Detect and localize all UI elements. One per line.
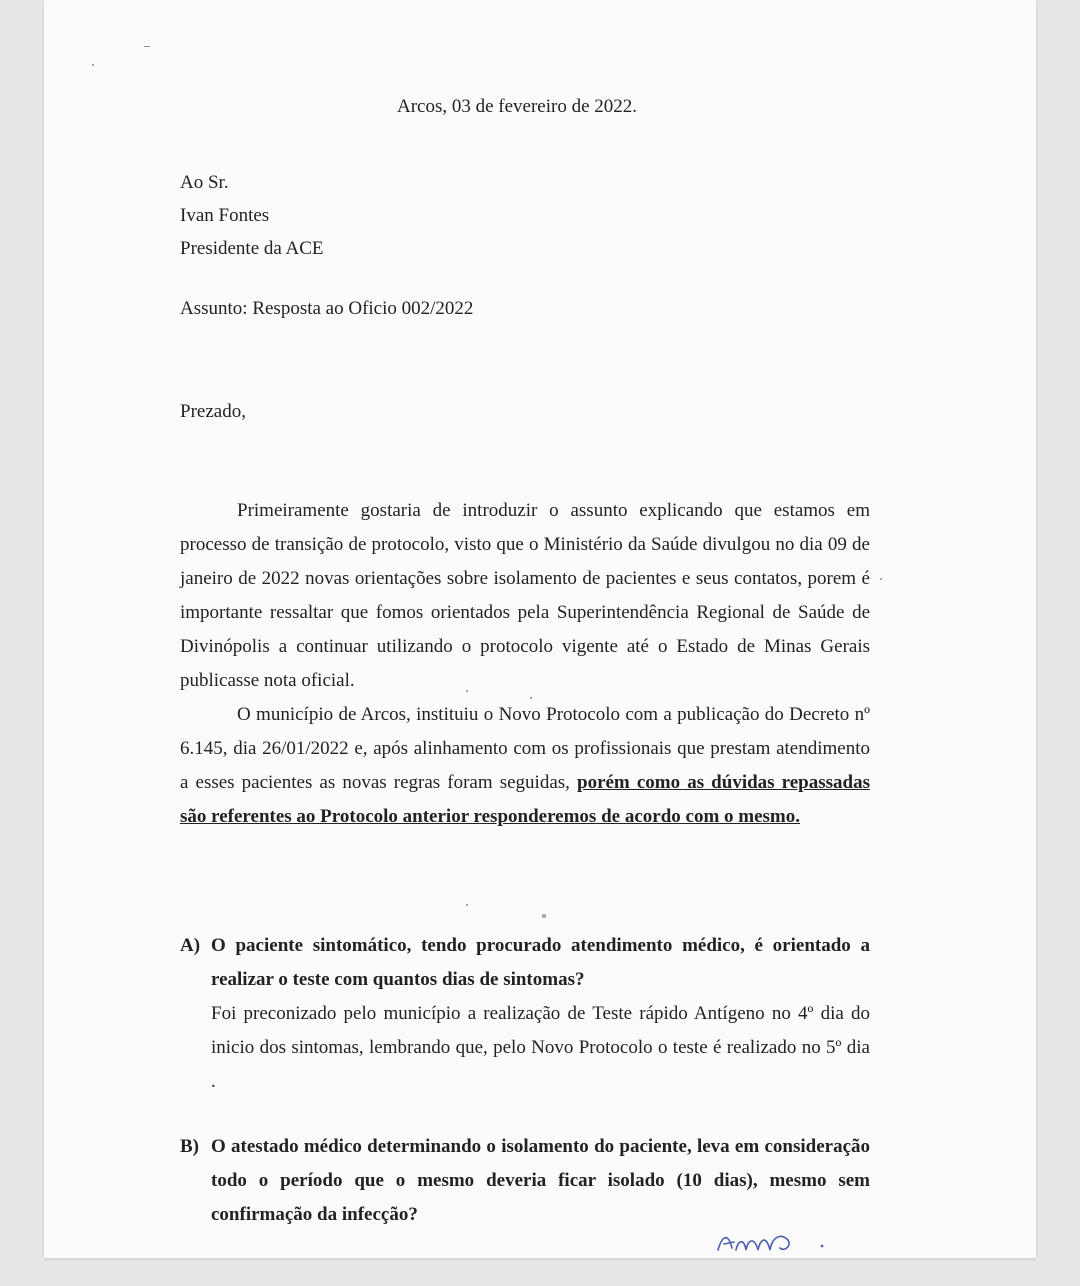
question-a-text: O paciente sintomático, tendo procurado atendimento médico, é orientado a realizar o teste com quantos dias de sintomas? xyxy=(211,935,870,990)
scan-speck xyxy=(466,904,468,906)
question-a xyxy=(180,929,870,1099)
greeting: Prezado, xyxy=(180,401,246,422)
addressee-salutation: Ao Sr. xyxy=(180,172,229,193)
question-b-letter: B) xyxy=(180,1136,199,1157)
addressee-block xyxy=(180,166,324,265)
paragraph-2-emphasis: porém como as dúvidas repassadas são referentes ao Protocolo anterior responderemos de acordo com o mesmo. xyxy=(180,772,870,827)
question-b xyxy=(180,1130,870,1232)
paragraph-2-text: O município de Arcos, instituiu o Novo Protocolo com a publicação do Decreto nº 6.145, dia 26/01/2022 e, após alinhamento com os profissionais que prestam atendimento a esses pacientes as novas regras foram seguidas, xyxy=(180,704,870,793)
scan-speck xyxy=(542,914,546,918)
date-line: Arcos, 03 de fevereiro de 2022. xyxy=(396,96,638,117)
paragraph-1: Primeiramente gostaria de introduzir o assunto explicando que estamos em processo de transição de protocolo, visto que o Ministério da Saúde divulgou no dia 09 de janeiro de 2022 novas orientações sobre isolamento de pacientes e seus contatos, porem é importante ressaltar que fomos orientados pela Superintendência Regional de Saúde de Divinópolis a continuar utilizando o protocolo vigente até o Estado de Minas Gerais publicasse nota oficial. xyxy=(180,500,870,691)
letter-body xyxy=(180,494,870,834)
question-a-letter: A) xyxy=(180,935,201,956)
question-b-text: O atestado médico determinando o isolamento do paciente, leva em consideração todo o período que o mesmo deveria ficar isolado (10 dias), mesmo sem confirmação da infecção? xyxy=(211,1136,870,1225)
signature-initials xyxy=(714,1222,834,1258)
subject-line: Assunto: Resposta ao Oficio 002/2022 xyxy=(180,298,474,319)
paragraph-2 xyxy=(180,698,870,834)
scan-speck xyxy=(530,697,532,699)
letter-page xyxy=(44,0,1036,1258)
question-a-answer: Foi preconizado pelo município a realização de Teste rápido Antígeno no 4º dia do inicio dos sintomas, lembrando que, pelo Novo Protocolo o teste é realizado no 5º dia . xyxy=(211,1003,870,1092)
scan-speck xyxy=(880,578,882,580)
scan-speck xyxy=(144,46,150,47)
addressee-role: Presidente da ACE xyxy=(180,238,324,259)
scan-speck xyxy=(466,690,468,692)
addressee-name: Ivan Fontes xyxy=(180,205,270,226)
scan-speck xyxy=(92,64,94,66)
